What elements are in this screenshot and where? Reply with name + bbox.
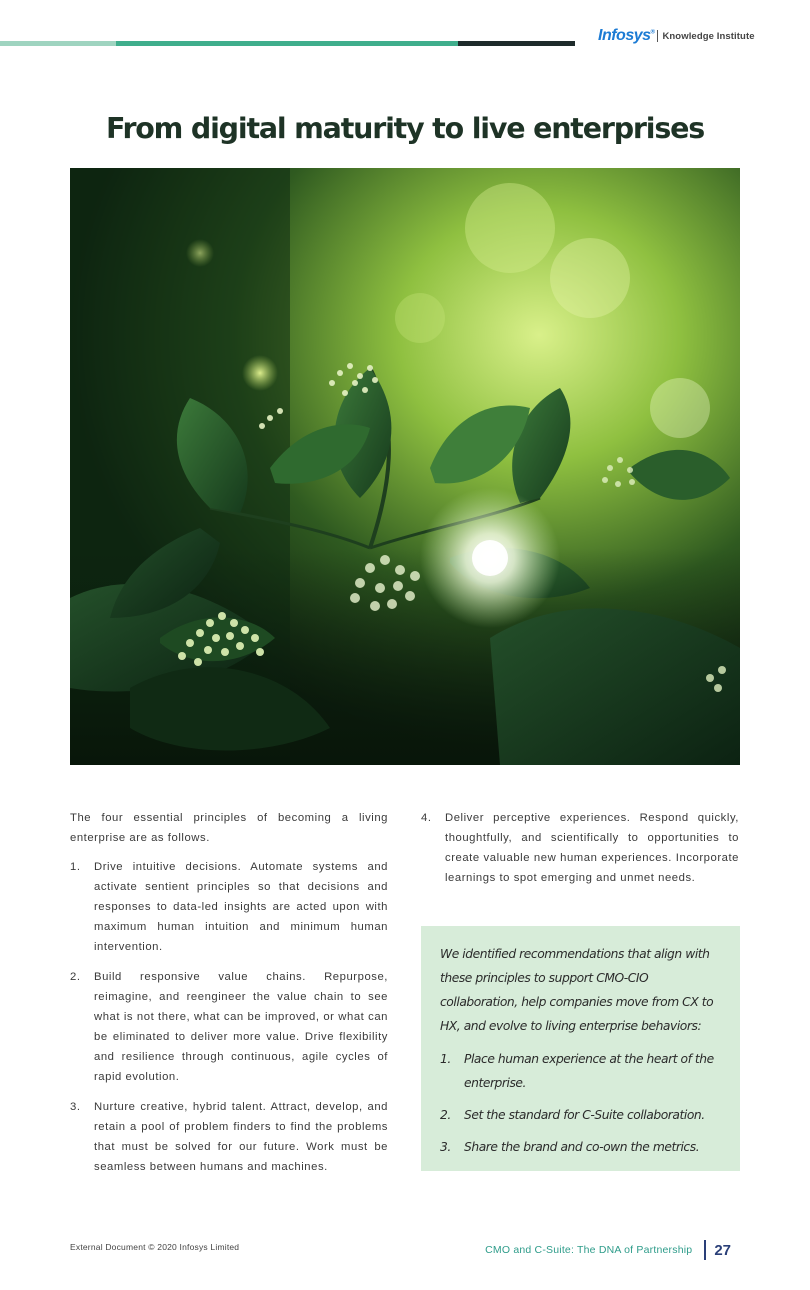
list-item <box>70 1097 388 1177</box>
list-text: Build responsive value chains. Repurpose, reimagine, and reengineer the value chain to see what is not there, what can be improved, or what can be eliminated to deliver more value. Drive flexibility and resilience through continuous, agile cycles of rapid evolution. <box>94 971 388 1083</box>
right-column <box>421 808 739 888</box>
infosys-logo: Infosys® <box>598 27 655 44</box>
list-number: 2. <box>440 1108 451 1122</box>
header-color-bar <box>0 41 575 46</box>
brand-logo <box>598 27 755 45</box>
list-item <box>421 808 739 888</box>
list-number: 3. <box>440 1140 451 1154</box>
page-number: 27 <box>714 1241 731 1259</box>
list-item <box>440 1135 722 1159</box>
principles-list <box>70 857 388 1177</box>
header-bar-dark-segment <box>458 41 575 46</box>
principles-list-continued <box>421 808 739 888</box>
recommendations-callout <box>421 926 740 1171</box>
list-text: Share the brand and co-own the metrics. <box>464 1140 700 1154</box>
hero-photo <box>70 168 740 765</box>
header-bar-teal-segment <box>116 41 458 46</box>
recommendations-list <box>440 1047 722 1159</box>
footer-doc-title: CMO and C-Suite: The DNA of Partnership <box>485 1244 693 1256</box>
knowledge-institute-label: Knowledge Institute <box>662 30 755 42</box>
callout-lead: We identified recommendations that align with these principles to support CMO-CIO collaboration, help companies move from CX to HX, and evolve to living enterprise behaviors: <box>440 947 714 1033</box>
list-text: Place human experience at the heart of the enterprise. <box>464 1052 714 1090</box>
page-title: From digital maturity to live enterprises <box>106 112 704 145</box>
list-number: 3. <box>70 1101 81 1113</box>
list-number: 4. <box>421 812 432 824</box>
list-item <box>70 967 388 1087</box>
intro-paragraph: The four essential principles of becoming a living enterprise are as follows. <box>70 812 388 844</box>
footer-divider <box>704 1240 706 1260</box>
list-text: Nurture creative, hybrid talent. Attract, develop, and retain a pool of problem finders to find the problems that must be solved for our future. Work must be seamless between humans and machines. <box>94 1101 388 1173</box>
header-bar-light-segment <box>0 41 116 46</box>
list-item <box>440 1103 722 1127</box>
list-text: Deliver perceptive experiences. Respond quickly, thoughtfully, and scientifically to opportunities to create valuable new human experiences. Incorporate learnings to spot emerging and unmet needs. <box>445 812 739 884</box>
logo-divider <box>657 30 658 42</box>
list-number: 1. <box>70 861 81 873</box>
list-item <box>440 1047 722 1095</box>
left-column <box>70 808 388 1187</box>
leaves-photo-illustration <box>70 168 740 765</box>
list-number: 1. <box>440 1052 451 1066</box>
list-item <box>70 857 388 957</box>
list-text: Drive intuitive decisions. Automate systems and activate sentient principles so that decisions and responses to data-led insights are acted upon with maximum human intuition and minimum human intervention. <box>94 861 388 953</box>
list-text: Set the standard for C-Suite collaboration. <box>464 1108 705 1122</box>
footer-copyright: External Document © 2020 Infosys Limited <box>70 1242 240 1252</box>
list-number: 2. <box>70 971 81 983</box>
footer-doc-info <box>485 1240 731 1260</box>
